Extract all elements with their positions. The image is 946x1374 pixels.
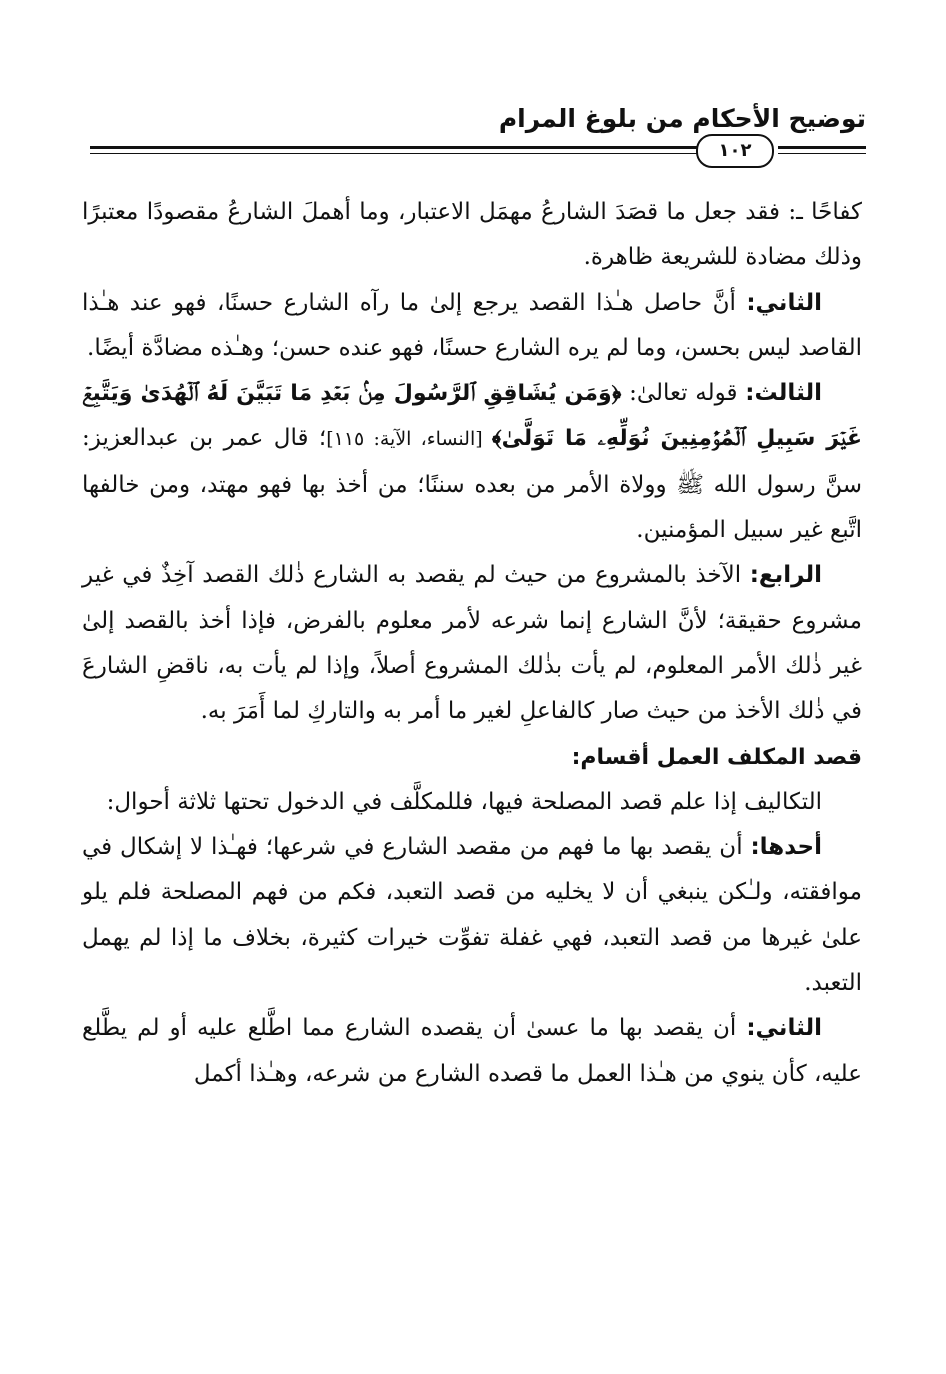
page-header: [90, 96, 866, 176]
paragraph-continuation: [82, 190, 862, 281]
paragraph-label: الثالث:: [745, 380, 822, 407]
paragraph-text: أن يقصد بها ما فهم من مقصد الشارع في شرعها؛ فهـٰذا لا إشكال في موافقته، ولـٰكن ينبغي أن لا يخليه من قصد التعبد، فكم من فهم المصلحة فلم يلو علىٰ غيرها من قصد التعبد، فهي غفلة تفوِّت خيرات كثيرة، بخلاف ما إذا لم يهمل التعبد.: [82, 834, 862, 997]
section-item-first: [82, 825, 862, 1006]
paragraph-text: أنَّ حاصل هـٰذا القصد يرجع إلىٰ ما رآه الشارع حسنًا، فهو عند هـٰذا القاصد ليس بحسن، وما لم يره الشارع حسنًا، فهو عنده حسن؛ وهـٰذه مضادَّة أيضًا.: [82, 289, 862, 361]
paragraph-label: الرابع:: [749, 562, 822, 589]
page-number: ١٠٢: [696, 134, 774, 168]
paragraph-second: [82, 281, 862, 372]
header-rule-left: [90, 146, 702, 154]
section-heading: [82, 735, 862, 780]
paragraph-text: التكاليف إذا علم قصد المصلحة فيها، فللمكلَّف في الدخول تحتها ثلاثة أحوال:: [106, 788, 822, 815]
page-body: [82, 190, 862, 1097]
paragraph-third: [82, 371, 862, 553]
section-intro: [82, 780, 862, 825]
paragraph-fourth: [82, 553, 862, 734]
paragraph-label: الثاني:: [746, 1015, 822, 1042]
paragraph-text: ؛ قال عمر بن عبدالعزيز: سنَّ رسول الله ﷺ وولاة الأمر من بعده سننًا؛ من أخذ بها فهو مهتد، ومن خالفها اتَّبع غير سبيل المؤمنين.: [82, 425, 862, 544]
paragraph-text: كفاحًا ـ: فقد جعل ما قصَدَ الشارعُ مهمَل الاعتبار، وما أهملَ الشارعُ مقصودًا معتبرًا وذلك مضادة للشريعة ظاهرة.: [82, 199, 862, 271]
section-item-second: [82, 1006, 862, 1097]
paragraph-text: الآخذ بالمشروع من حيث لم يقصد به الشارع ذٰلك القصد آخِذٌ في غير مشروع حقيقة؛ لأنَّ الشارع إنما شرعه لأمر معلوم بالفرض، فإذا أخذ بالقصد إلىٰ غير ذٰلك الأمر المعلوم، لم يأت بذٰلك المشروع أصلاً، وإذا لم يأت به، ناقضِ الشارعَ في ذٰلك الأخذ من حيث صار كالفاعلِ لغير ما أمر به والتاركِ لما أَمَرَ به.: [82, 562, 862, 725]
quran-verse: ﴿وَمَن يُشَاقِقِ ٱلرَّسُولَ مِنۢ بَعۡدِ مَا تَبَيَّنَ لَهُ ٱلۡهُدَىٰ وَيَتَّبِعۡ غَيۡرَ سَبِيلِ ٱلۡمُؤۡمِنِينَ نُوَلِّهِۦ مَا تَوَلَّىٰ﴾: [82, 381, 862, 452]
section-heading-text: قصد المكلف العمل أقسام:: [571, 744, 862, 770]
paragraph-label: أحدها:: [750, 834, 822, 861]
header-rule-right: [778, 146, 866, 154]
verse-reference: [النساء، الآية: ١١٥]: [326, 428, 492, 451]
paragraph-text: قوله تعالىٰ:: [621, 380, 746, 407]
paragraph-text: أن يقصد بها ما عسىٰ أن يقصده الشارع مما اطَّلع عليه أو لم يطَّلع عليه، كأن ينوي من هـٰذا العمل ما قصده الشارع من شرعه، وهـٰذا أكمل: [82, 1015, 862, 1087]
book-title: توضيح الأحكام من بلوغ المرام: [498, 104, 866, 133]
paragraph-label: الثاني:: [746, 289, 822, 316]
